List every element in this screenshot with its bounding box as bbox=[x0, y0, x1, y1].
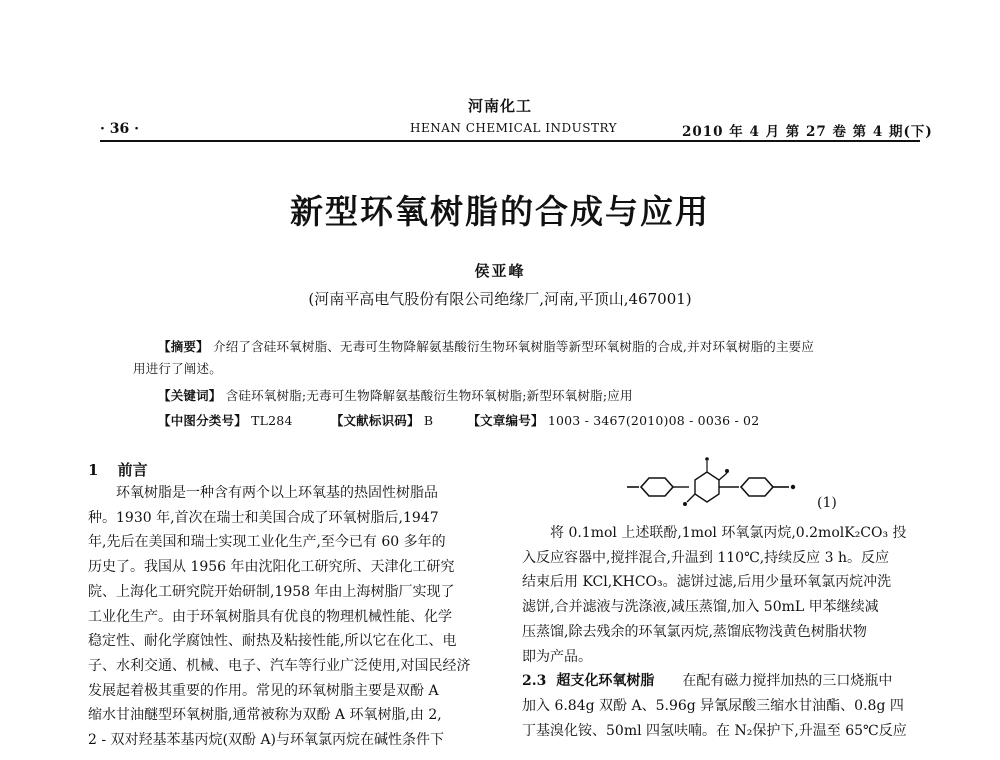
abstract-line-2: 用进行了阐述。 bbox=[133, 361, 222, 376]
body-line: 丁基溴化铵、50ml 四氢呋喃。在 N₂保护下,升温至 65℃反应 bbox=[522, 722, 907, 739]
body-line: 入反应容器中,搅拌混合,升温到 110℃,持续反应 3 h。反应 bbox=[522, 549, 890, 566]
page-number: · 36 · bbox=[100, 121, 139, 137]
author-affiliation: (河南平高电气股份有限公司绝缘厂,河南,平顶山,467001) bbox=[308, 290, 692, 308]
section-2-3-number: 2.3 bbox=[522, 673, 547, 690]
body-line: 工业化生产。由于环氧树脂具有优良的物理机械性能、化学 bbox=[88, 608, 452, 625]
header-rule bbox=[100, 140, 920, 142]
body-line: 结束后用 KCl,KHCO₃。滤饼过滤,后用少量环氧氯丙烷冲洗 bbox=[522, 574, 892, 591]
body-line: 加入 6.84g 双酚 A、5.96g 异氰尿酸三缩水甘油酯、0.8g 四 bbox=[522, 697, 904, 714]
abstract-label: 【摘要】 bbox=[158, 339, 209, 354]
doc-code-label: 【文献标识码】 bbox=[330, 413, 420, 428]
keywords-line bbox=[158, 386, 633, 404]
formula-number: (1) bbox=[817, 495, 837, 511]
keywords-label: 【关键词】 bbox=[158, 388, 222, 403]
article-no-label: 【文章编号】 bbox=[467, 413, 544, 428]
body-line: 压蒸馏,除去残余的环氧氯丙烷,蒸馏底物浅黄色树脂状物 bbox=[522, 623, 867, 640]
left-column bbox=[88, 481, 470, 753]
body-line: 稳定性、耐化学腐蚀性、耐热及粘接性能,所以它在化工、电 bbox=[88, 633, 457, 650]
body-line: 环氧树脂是一种含有两个以上环氧基的热固性树脂品 bbox=[88, 485, 438, 501]
section-2-3-text: 在配有磁力搅拌加热的三口烧瓶中 bbox=[654, 673, 893, 690]
classification-line bbox=[158, 411, 759, 429]
body-line: 种。1930 年,首次在瑞士和美国合成了环氧树脂后,1947 bbox=[88, 509, 439, 526]
abstract-text-1: 介绍了含硅环氧树脂、无毒可生物降解氨基酸衍生物环氧树脂等新型环氧树脂的合成,并对环氧树脂的主要应 bbox=[213, 339, 815, 354]
body-line: 子、水利交通、机械、电子、汽车等行业广泛使用,对国民经济 bbox=[88, 657, 471, 674]
doc-code-value: B bbox=[423, 413, 434, 428]
body-line: 发展起着极其重要的作用。常见的环氧树脂主要是双酚 A bbox=[88, 682, 439, 699]
body-line: 历史了。我国从 1956 年由沈阳化工研究所、天津化工研究 bbox=[88, 559, 455, 576]
section-1-title: 前言 bbox=[117, 461, 148, 479]
body-line: 院、上海化工研究院开始研制,1958 年由上海树脂厂实现了 bbox=[88, 583, 455, 600]
right-column bbox=[522, 521, 907, 743]
body-line: 2 - 双对羟基苯基丙烷(双酚 A)与环氧氯丙烷在碱性条件下 bbox=[88, 732, 445, 749]
journal-name-en: HENAN CHEMICAL INDUSTRY bbox=[410, 121, 618, 135]
clc-label: 【中图分类号】 bbox=[158, 413, 247, 428]
article-no-value: 1003 - 3467(2010)08 - 0036 - 02 bbox=[547, 413, 760, 428]
keywords-text: 含硅环氧树脂;无毒可生物降解氨基酸衍生物环氧树脂;新型环氧树脂;应用 bbox=[225, 388, 633, 403]
section-1-number: 1 bbox=[88, 461, 99, 479]
article-author: 侯亚峰 bbox=[474, 262, 526, 280]
clc-value: TL284 bbox=[251, 413, 293, 428]
section-1-heading bbox=[88, 459, 148, 480]
body-line: 滤饼,合并滤液与洗涤液,减压蒸馏,加入 50mL 甲苯继续减 bbox=[522, 599, 879, 616]
abstract-line-1 bbox=[158, 337, 814, 355]
body-line: 缩水甘油醚型环氧树脂,通常被称为双酚 A 环氧树脂,由 2, bbox=[88, 707, 442, 724]
section-2-3-title: 超支化环氧树脂 bbox=[556, 673, 655, 690]
section-2-3-line bbox=[522, 669, 907, 694]
chemical-structure-figure bbox=[627, 453, 822, 519]
body-line: 即为产品。 bbox=[522, 648, 592, 665]
issue-info: 2010 年 4 月 第 27 卷 第 4 期(下) bbox=[682, 124, 933, 140]
article-title: 新型环氧树脂的合成与应用 bbox=[290, 192, 710, 231]
journal-name-cn: 河南化工 bbox=[467, 97, 532, 115]
body-line: 年,先后在美国和瑞士实现工业化生产,至今已有 60 多年的 bbox=[88, 534, 446, 551]
body-line: 将 0.1mol 上述联酚,1mol 环氧氯丙烷,0.2molK₂CO₃ 投 bbox=[522, 525, 907, 541]
